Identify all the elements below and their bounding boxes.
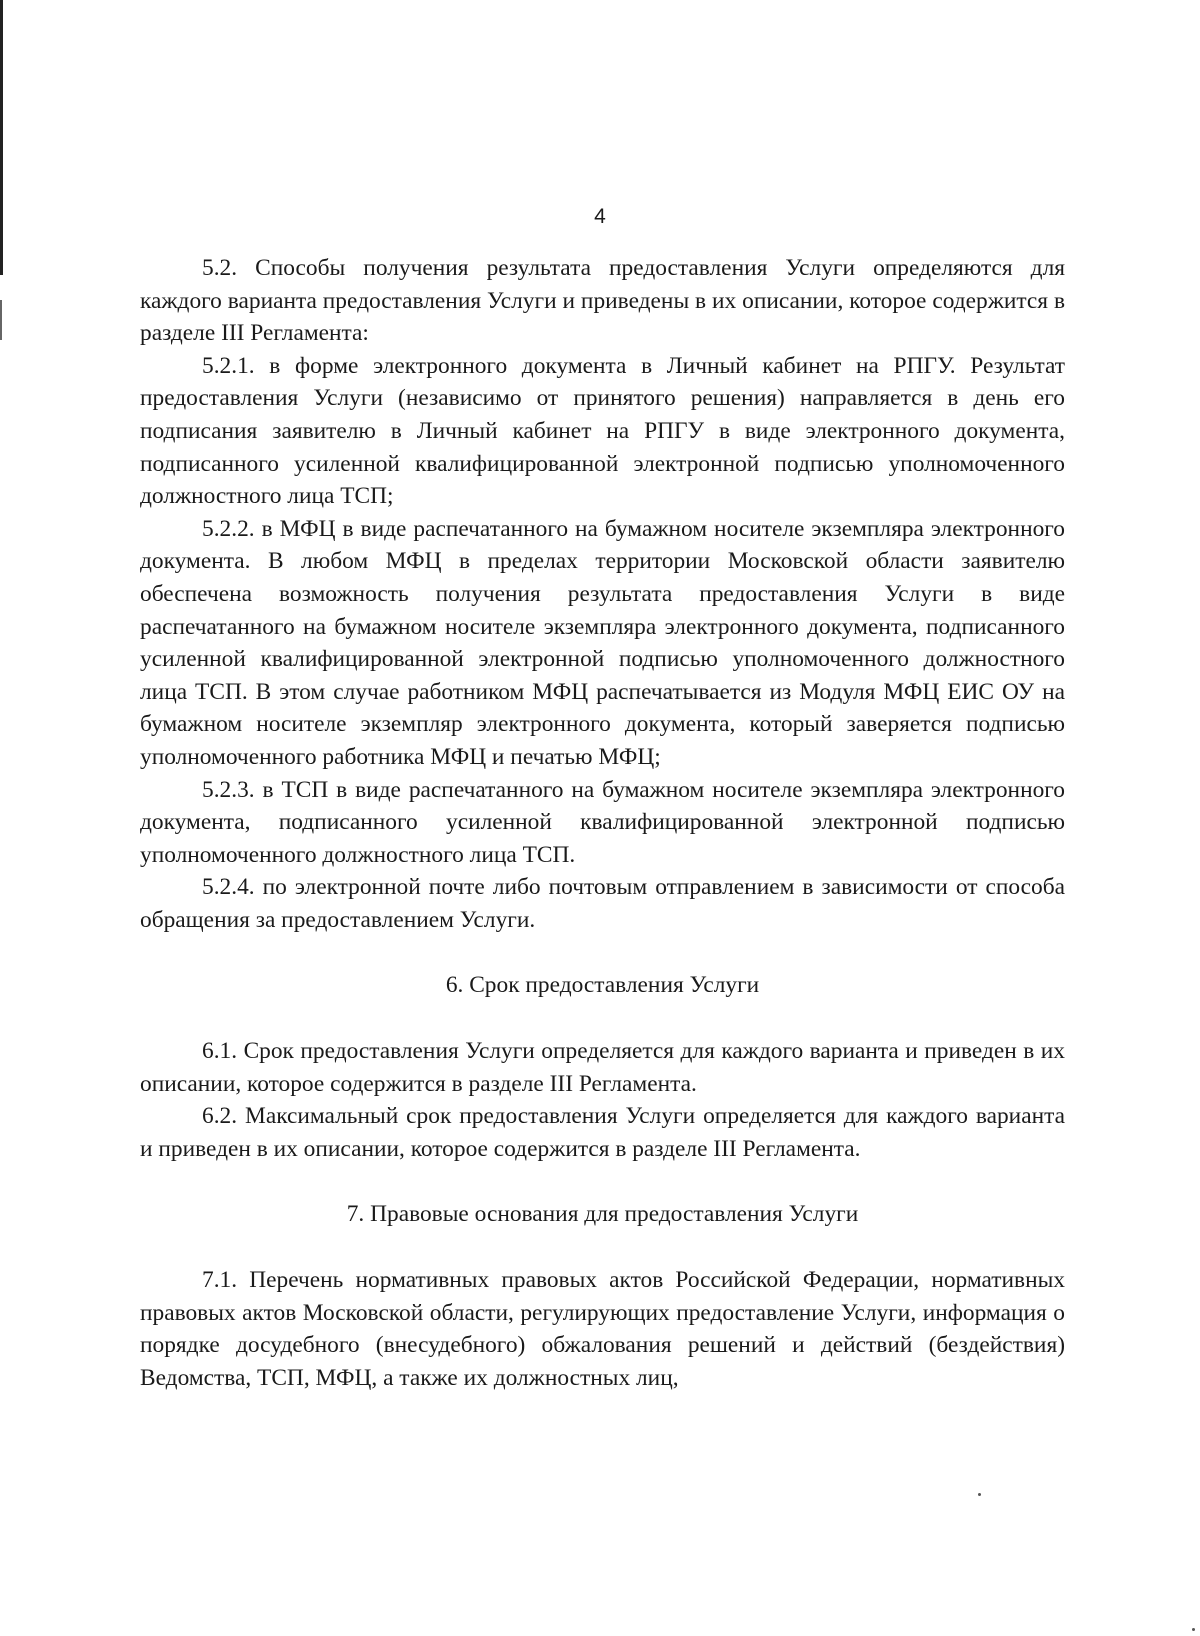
scan-speck — [1192, 1628, 1195, 1631]
paragraph-7-1: 7.1. Перечень нормативных правовых актов Российской Федерации, нормативных правовых актов Московской области, регулирующих предоставление Услуги, информация о порядке досудебного (внесудебного) обжалования решений и действий (бездействия) Ведомства, ТСП, МФЦ, а также их должностных лиц, — [140, 1267, 1065, 1391]
scan-edge-mark — [0, 300, 2, 340]
paragraph-5-2-1: 5.2.1. в форме электронного документа в Личный кабинет на РПГУ. Результат предоставления Услуги (независимо от принятого решения) направляется в день его подписания заявителю в Личный кабинет на РПГУ в виде электронного документа, подписанного усиленной квалифицированной электронной подписью уполномоченного должностного лица ТСП; — [140, 352, 1065, 510]
paragraph-5-2-3: 5.2.3. в ТСП в виде распечатанного на бумажном носителе экземпляра электронного документа, подписанного усиленной квалифицированной электронной подписью уполномоченного должностного лица ТСП. — [140, 776, 1065, 868]
page-number: 4 — [594, 205, 606, 228]
section-heading-7: 7. Правовые основания для предоставления Услуги — [346, 1201, 859, 1228]
paragraph-6-2: 6.2. Максимальный срок предоставления Услуги определяется для каждого варианта и приведен в их описании, которое содержится в разделе III Регламента. — [140, 1103, 1065, 1162]
paragraph-5-2: 5.2. Способы получения результата предоставления Услуги определяются для каждого варианта предоставления Услуги и приведены в их описании, которое содержится в разделе III Регламента: — [140, 255, 1065, 347]
paragraph-5-2-4: 5.2.4. по электронной почте либо почтовым отправлением в зависимости от способа обращения за предоставлением Услуги. — [140, 874, 1065, 933]
paragraph-6-1: 6.1. Срок предоставления Услуги определяется для каждого варианта и приведен в их описании, которое содержится в разделе III Регламента. — [140, 1038, 1065, 1097]
section-heading-6: 6. Срок предоставления Услуги — [445, 972, 760, 999]
scan-edge-mark — [0, 0, 3, 275]
document-body — [140, 252, 1065, 1394]
paragraph-5-2-2: 5.2.2. в МФЦ в виде распечатанного на бумажном носителе экземпляра электронного документа. В любом МФЦ в пределах территории Московской области заявителю обеспечена возможность получения результата предоставления Услуги в виде распечатанного на бумажном носителе экземпляра электронного документа, подписанного усиленной квалифицированной электронной подписью уполномоченного должностного лица ТСП. В этом случае работником МФЦ распечатывается из Модуля МФЦ ЕИС ОУ на бумажном носителе экземпляр электронного документа, который заверяется подписью уполномоченного работника МФЦ и печатью МФЦ; — [140, 515, 1065, 770]
scan-speck — [978, 1493, 981, 1496]
